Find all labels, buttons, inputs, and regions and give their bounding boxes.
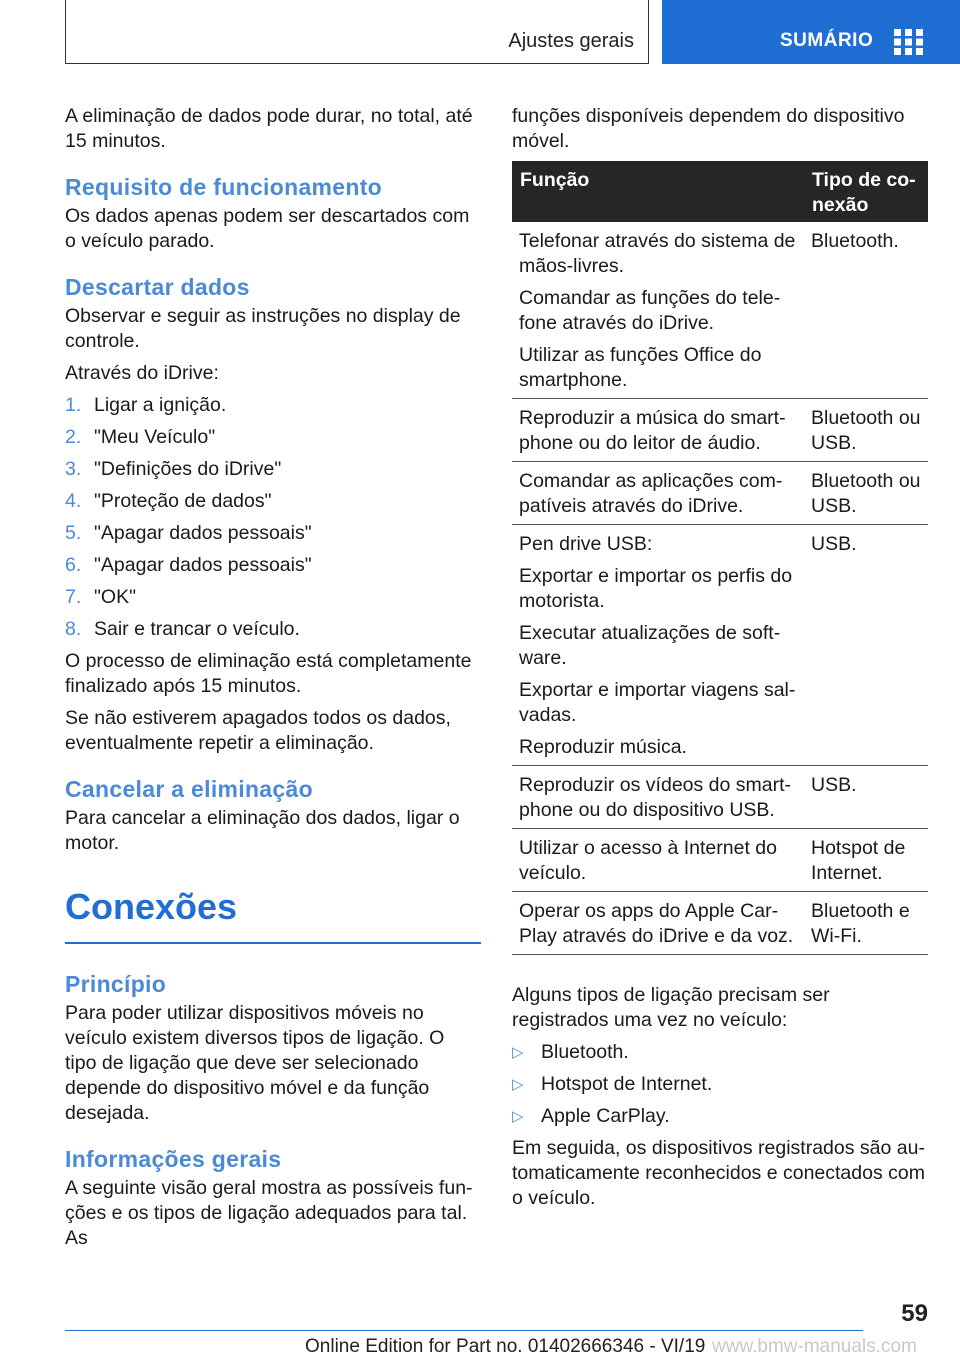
list-item <box>65 617 481 642</box>
step-text: "Apagar dados pessoais" <box>94 554 312 576</box>
heading-principio: Princípio <box>65 971 167 997</box>
atraves-paragraph: Através do iDrive: <box>65 362 219 384</box>
step-number: 3. <box>65 458 82 480</box>
se-nao-paragraph: Se não estiverem apagados todos os dados, eventualmente repetir a eliminação. <box>65 707 451 754</box>
list-item <box>65 393 481 418</box>
bullet-text: Hotspot de Internet. <box>541 1073 713 1095</box>
heading-descartar: Descartar dados <box>65 274 250 300</box>
cell-line: Utilizar as funções Office do smartphone. <box>519 344 762 391</box>
alguns-paragraph: Alguns tipos de ligação precisam ser registrados uma vez no veículo: <box>512 984 830 1031</box>
cell-line: Pen drive USB: <box>519 533 653 555</box>
table-cell-tipo: Bluetooth ou USB. <box>804 462 928 525</box>
table-cell-funcao <box>512 525 804 766</box>
connection-type-list <box>512 1040 928 1129</box>
step-number: 7. <box>65 586 82 608</box>
continuation-paragraph: funções disponíveis dependem do dispositivo móvel. <box>512 105 905 152</box>
table-cell-tipo: Hotspot de Internet. <box>804 829 928 892</box>
list-item <box>65 425 481 450</box>
triangle-bullet-icon: ▷ <box>512 1076 524 1093</box>
list-item <box>65 585 481 610</box>
cancelar-paragraph: Para cancelar a eliminação dos dados, ligar o motor. <box>65 807 460 854</box>
principio-paragraph: Para poder utilizar dispositivos móveis no veículo existem diversos tipos de ligação. O tipo de ligação que deve ser selecionado depende do dispositivo móvel e da função desejada. <box>65 1002 445 1124</box>
observar-paragraph: Observar e seguir as instruções no display de controle. <box>65 305 461 352</box>
cell-line: Comandar as aplicações compatíveis através do iDrive. <box>519 470 783 517</box>
step-number: 6. <box>65 554 82 576</box>
cell-line: Reproduzir música. <box>519 736 687 758</box>
table-row <box>512 766 928 829</box>
table-cell-tipo: USB. <box>804 766 928 829</box>
step-number: 2. <box>65 426 82 448</box>
table-row <box>512 462 928 525</box>
table-cell-tipo: Bluetooth ou USB. <box>804 399 928 462</box>
cell-line: Operar os apps do Apple CarPlay através do iDrive e da voz. <box>519 900 794 947</box>
table-cell-funcao <box>512 222 804 399</box>
cell-line: Exportar e importar viagens salvadas. <box>519 679 796 726</box>
footer-edition: Online Edition for Part no. 01402666346 - VI/19 <box>305 1336 706 1357</box>
page-section-title: Ajustes gerais <box>508 30 634 52</box>
step-text: "Meu Veículo" <box>94 426 216 448</box>
list-item <box>512 1104 928 1129</box>
table-row <box>512 829 928 892</box>
cell-line: Executar atualizações de software. <box>519 622 781 669</box>
footer-divider <box>65 1330 863 1331</box>
table-cell-tipo: Bluetooth. <box>804 222 928 399</box>
table-cell-funcao <box>512 399 804 462</box>
list-item <box>65 553 481 578</box>
step-number: 4. <box>65 490 82 512</box>
step-text: "Proteção de dados" <box>94 490 272 512</box>
page-number: 59 <box>901 1300 928 1327</box>
header-box <box>65 0 649 64</box>
table-header-funcao: Função <box>512 161 804 222</box>
list-item <box>65 489 481 514</box>
cell-line: Comandar as funções do telefone através do iDrive. <box>519 287 781 334</box>
informacoes-paragraph: A seguinte visão geral mostra as possíveis funções e os tipos de ligação adequados para tal. As <box>65 1177 473 1249</box>
table-row <box>512 525 928 766</box>
step-text: Ligar a ignição. <box>94 394 227 416</box>
grid-icon <box>894 29 924 55</box>
bullet-text: Bluetooth. <box>541 1041 629 1063</box>
step-number: 8. <box>65 618 82 640</box>
steps-list <box>65 393 481 642</box>
triangle-bullet-icon: ▷ <box>512 1044 524 1061</box>
processo-paragraph: O processo de eliminação está completamente finalizado após 15 minutos. <box>65 650 472 697</box>
heading-cancelar: Cancelar a eliminação <box>65 776 313 802</box>
chapter-heading-conexoes: Conexões <box>65 886 238 927</box>
table-row <box>512 892 928 955</box>
cell-line: Utilizar o acesso à Internet do veículo. <box>519 837 777 884</box>
watermark: www.bmw-manuals.com <box>712 1336 917 1357</box>
table-header-tipo: Tipo de conexão <box>804 161 928 222</box>
table-cell-funcao <box>512 892 804 955</box>
list-item <box>512 1040 928 1065</box>
table-cell-tipo: USB. <box>804 525 928 766</box>
step-text: "Apagar dados pessoais" <box>94 522 312 544</box>
step-text: Sair e trancar o veículo. <box>94 618 300 640</box>
heading-informacoes: Informações gerais <box>65 1146 282 1172</box>
list-item <box>512 1072 928 1097</box>
heading-requisito: Requisito de funcionamento <box>65 174 383 200</box>
bullet-text: Apple CarPlay. <box>541 1105 670 1127</box>
table-cell-tipo: Bluetooth e Wi-Fi. <box>804 892 928 955</box>
em-seguida-paragraph: Em seguida, os dispositivos registrados são automaticamente reconhecidos e conectados com o veículo. <box>512 1137 925 1209</box>
cell-line: Exportar e importar os perfis do motorista. <box>519 565 793 612</box>
connection-table <box>512 161 928 955</box>
list-item <box>65 457 481 482</box>
requisito-paragraph: Os dados apenas podem ser descartados com o veículo parado. <box>65 205 470 252</box>
summary-button[interactable] <box>662 0 960 64</box>
cell-line: Telefonar através do sistema de mãos-livres. <box>519 230 796 277</box>
intro-paragraph: A eliminação de dados pode durar, no total, até 15 minutos. <box>65 105 473 152</box>
triangle-bullet-icon: ▷ <box>512 1108 524 1125</box>
table-cell-funcao <box>512 829 804 892</box>
summary-label: SUMÁRIO <box>780 30 874 51</box>
left-column <box>65 104 481 1258</box>
step-number: 1. <box>65 394 82 416</box>
cell-line: Reproduzir os vídeos do smartphone ou do dispositivo USB. <box>519 774 792 821</box>
table-row <box>512 222 928 399</box>
step-text: "Definições do iDrive" <box>94 458 282 480</box>
cell-line: Reproduzir a música do smartphone ou do leitor de áudio. <box>519 407 786 454</box>
chapter-heading-wrap <box>65 885 481 944</box>
table-cell-funcao <box>512 766 804 829</box>
table-cell-funcao <box>512 462 804 525</box>
right-column <box>512 104 928 1218</box>
list-item <box>65 521 481 546</box>
step-text: "OK" <box>94 586 137 608</box>
table-row <box>512 399 928 462</box>
step-number: 5. <box>65 522 82 544</box>
